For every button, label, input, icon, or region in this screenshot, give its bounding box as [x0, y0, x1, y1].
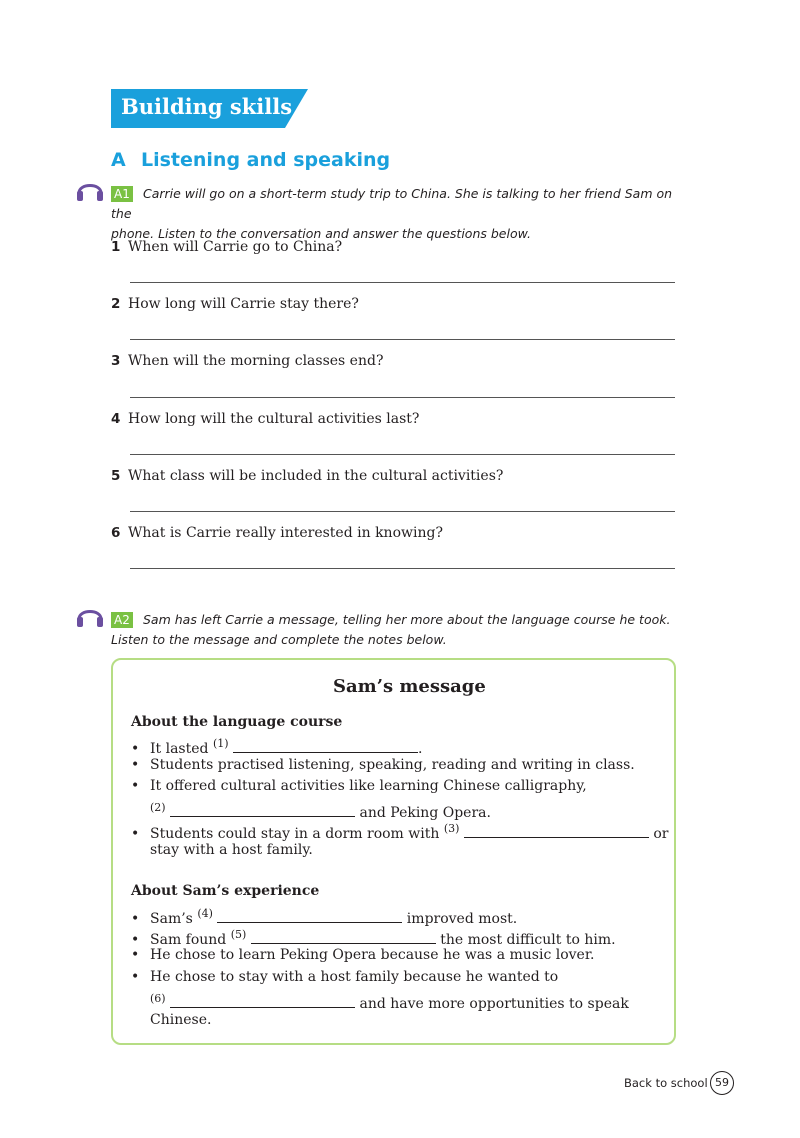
question-1 [111, 239, 342, 255]
blank-2[interactable] [170, 805, 355, 817]
note-text: Students practised listening, speaking, reading and writing in class. [150, 757, 635, 773]
note-text: Students could stay in a dorm room with [150, 826, 444, 842]
note-text: . [418, 741, 423, 757]
a2-instructions [111, 610, 681, 650]
question-number: 2 [111, 296, 121, 312]
note-text: Sam found [150, 932, 231, 948]
bullet: • [131, 911, 140, 927]
note-continuation [150, 988, 629, 1015]
note-text: and Peking Opera. [355, 805, 491, 821]
answer-line-4[interactable] [130, 454, 675, 455]
question-text: What is Carrie really interested in knowing? [128, 525, 443, 541]
note-text: or [648, 826, 669, 842]
a2-instruction-line1: Sam has left Carrie a message, telling her more about the language course he took. [143, 612, 671, 627]
note-text: improved most. [402, 911, 518, 927]
section-heading [111, 149, 390, 171]
blank-4[interactable] [217, 911, 402, 923]
question-text: How long will Carrie stay there? [128, 296, 359, 312]
note-text: He chose to stay with a host family because he wanted to [150, 969, 559, 985]
page-number: 59 [710, 1071, 734, 1095]
headphones-icon[interactable] [76, 603, 104, 629]
headphones-icon[interactable] [76, 177, 104, 203]
answer-line-6[interactable] [130, 568, 675, 569]
notes-title-text: Sam’s message [333, 676, 486, 697]
answer-line-3[interactable] [130, 397, 675, 398]
note-text: and have more opportunities to speak [355, 996, 629, 1012]
note-text: It offered cultural activities like learning Chinese calligraphy, [150, 778, 587, 794]
note-continuation: stay with a host family. [150, 842, 313, 858]
question-number: 3 [111, 353, 121, 369]
answer-line-5[interactable] [130, 511, 675, 512]
note-item [131, 755, 635, 776]
blank-number: (1) [212, 737, 229, 750]
question-number: 1 [111, 239, 121, 255]
note-item [131, 967, 558, 988]
note-item [131, 776, 587, 797]
a1-instructions [111, 184, 681, 244]
blank-6[interactable] [170, 996, 355, 1008]
a1-instruction-line2: phone. Listen to the conversation and answer the questions below. [111, 226, 532, 241]
a2-instruction-line2: Listen to the message and complete the notes below. [111, 632, 447, 647]
question-5 [111, 468, 503, 484]
question-number: 6 [111, 525, 121, 541]
question-text: What class will be included in the cultural activities? [128, 468, 504, 484]
bullet: • [131, 932, 140, 948]
blank-number: (5) [230, 928, 247, 941]
question-text: When will Carrie go to China? [128, 239, 343, 255]
question-4 [111, 411, 419, 427]
note-text: Sam’s [150, 911, 198, 927]
section-banner [111, 89, 308, 128]
note-text: the most difficult to him. [435, 932, 616, 948]
note-text: He chose to learn Peking Opera because he was a music lover. [150, 947, 595, 963]
a1-instruction-line1: Carrie will go on a short-term study trip to China. She is talking to her friend Sam on the [111, 186, 673, 221]
answer-line-1[interactable] [130, 282, 675, 283]
bullet: • [131, 741, 140, 757]
question-2 [111, 296, 359, 312]
note-continuation: Chinese. [150, 1012, 212, 1028]
blank-number: (3) [443, 822, 460, 835]
question-text: When will the morning classes end? [128, 353, 384, 369]
answer-line-2[interactable] [130, 339, 675, 340]
question-number: 4 [111, 411, 121, 427]
blank-number: (2) [150, 801, 166, 814]
section-title-text: Listening and speaking [141, 149, 391, 171]
blank-1[interactable] [233, 741, 418, 753]
blank-number: (4) [197, 907, 213, 920]
bullet: • [131, 947, 140, 963]
note-item [131, 945, 594, 966]
question-3 [111, 353, 383, 369]
bullet: • [131, 826, 140, 842]
exercise-tag-a2: A2 [111, 612, 133, 628]
bullet: • [131, 757, 140, 773]
bullet: • [131, 778, 140, 794]
blank-3[interactable] [464, 826, 649, 838]
question-text: How long will the cultural activities last? [128, 411, 420, 427]
question-6 [111, 525, 443, 541]
bullet: • [131, 969, 140, 985]
question-number: 5 [111, 468, 121, 484]
blank-5[interactable] [251, 932, 436, 944]
footer-unit-label: Back to school [624, 1076, 708, 1090]
note-text: It lasted [150, 741, 213, 757]
course-heading: About the language course [131, 714, 343, 730]
experience-heading: About Sam’s experience [131, 883, 320, 899]
exercise-tag-a1: A1 [111, 186, 133, 202]
blank-number: (6) [150, 992, 166, 1005]
section-letter: A [111, 149, 126, 171]
banner-title: Building skills [121, 94, 293, 119]
